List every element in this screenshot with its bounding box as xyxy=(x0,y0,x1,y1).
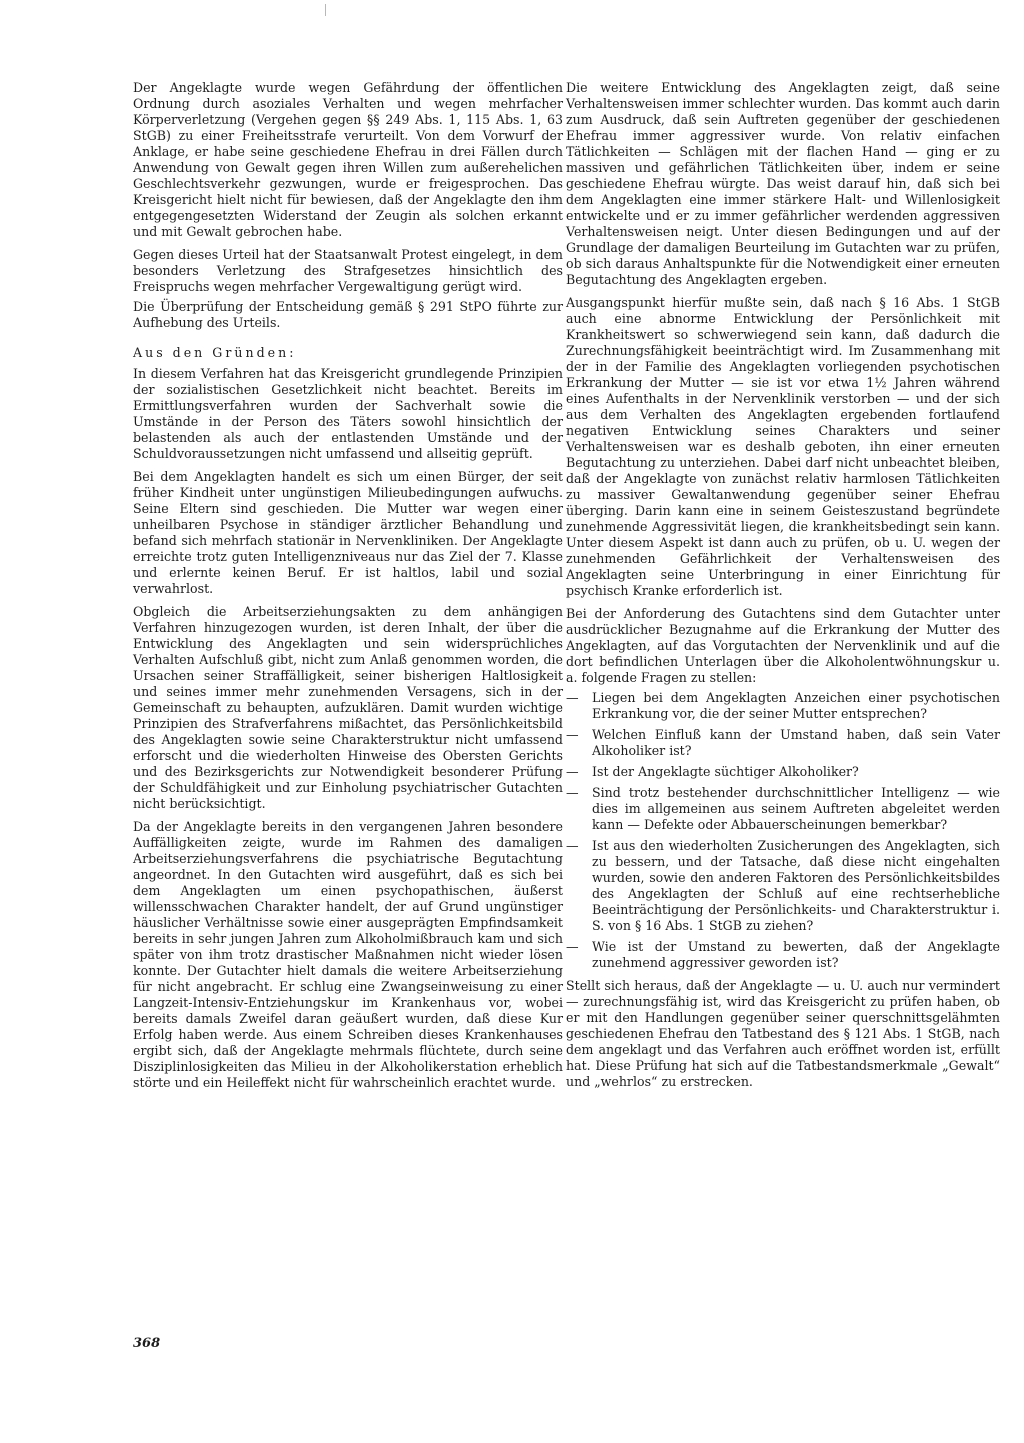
paragraph: Die weitere Entwicklung des Angeklagten zeigt, daß seine Verhaltensweisen immer schlechter wurden. Das kommt auch darin zum Ausdruck, daß sein Auftreten gegenüber der geschiedenen Ehefrau immer aggressiver wurde. Von relativ einfachen Tätlichkeiten — Schlägen mit der flachen Hand — ging er zu massiven und gefährlichen Tätlichkeiten über, indem er seine geschiedene Ehefrau würgte. Das weist darauf hin, daß sich bei dem Angeklagten eine immer stärkere Halt- und Willenlosigkeit entwickelte und er zu immer gefährlicher werdenden aggressiven Verhaltensweisen neigt. Unter diesen Bedingungen und auf der Grundlage der damaligen Beurteilung im Gutachten war zu prüfen, ob sich daraus Anhaltspunkte für die Notwendigkeit einer erneuten Begutachtung des Angeklagten ergeben. xyxy=(566,80,1000,287)
paragraph: Die Überprüfung der Entscheidung gemäß § 291 StPO führte zur Aufhebung des Urteils. xyxy=(133,299,563,330)
question-text: Ist aus den wiederholten Zusicherungen des Angeklagten, sich zu bessern, und der Tatsache, daß diese nicht eingehalten wurden, sowie den anderen Faktoren des Persönlichkeitsbildes des Angeklagten der Schluß auf eine rechtserhebliche Beeinträchtigung der Persönlichkeits- und Charakterstruktur i. S. von § 16 Abs. 1 StGB zu ziehen? xyxy=(592,838,1000,933)
paragraph: In diesem Verfahren hat das Kreisgericht grundlegende Prinzipien der sozialistischen Gesetzlichkeit nicht beachtet. Bereits im Ermittlungsverfahren wurden der Sachverhalt sowie die Umstände in der Person des Täters sowohl hinsichtlich der belastenden als auch der entlastenden Umstände und der Schuldvoraussetzungen nicht umfassend und allseitig geprüft. xyxy=(133,366,563,461)
question-text: Sind trotz bestehender durchschnittlicher Intelligenz — wie dies im allgemeinen aus seinem Auftreten abgeleitet werden kann — Defekte oder Abbauerscheinungen bemerkbar? xyxy=(592,785,1000,832)
dash-marker: — xyxy=(566,939,579,954)
list-item xyxy=(566,690,1000,722)
page-number: 368 xyxy=(133,1336,161,1351)
paragraph: Obgleich die Arbeitserziehungsakten zu dem anhängigen Verfahren hinzugezogen wurden, ist deren Inhalt, der über die Entwicklung des Angeklagten und sein widersprüchliches Verhalten Aufschluß gibt, nicht zum Anlaß genommen worden, die Ursachen seiner Straffälligkeit, seiner bisherigen Haltlosigkeit und seines immer mehr zunehmenden Versagens, sich in der Gemeinschaft zu behaupten, aufzuklären. Damit wurden wichtige Prinzipien des Strafverfahrens mißachtet, das Persönlichkeitsbild des Angeklagten sowie seine Charakterstruktur nicht umfassend erforscht und die wiederholten Hinweise des Obersten Gerichts und des Bezirksgerichts zur Notwendigkeit besonderer Prüfung der Schuldfähigkeit und zur Einholung psychiatrischer Gutachten nicht berücksichtigt. xyxy=(133,604,563,811)
paragraph: Stellt sich heraus, daß der Angeklagte — u. U. auch nur vermindert — zurechnungsfähig ist, wird das Kreisgericht zu prüfen haben, ob er mit den Handlungen gegenüber seiner querschnittsgelähmten geschiedenen Ehefrau den Tatbestand des § 121 Abs. 1 StGB, nach dem angeklagt und das Verfahren auch eröffnet worden ist, erfüllt hat. Diese Prüfung hat sich auf die Tatbestandsmerkmale „Gewalt“ und „wehrlos“ zu erstrecken. xyxy=(566,978,1000,1089)
left-column xyxy=(133,80,563,1098)
paragraph: Der Angeklagte wurde wegen Gefährdung der öffentlichen Ordnung durch asoziales Verhalten und wegen mehrfacher Körperverletzung (Vergehen gegen §§ 249 Abs. 1, 115 Abs. 1, 63 StGB) zu einer Freiheitsstrafe verurteilt. Von dem Vorwurf der Anklage, er habe seine geschiedene Ehefrau in drei Fällen durch Anwendung von Gewalt gegen ihren Willen zum außerehelichen Geschlechtsverkehr gezwungen, wurde er freigesprochen. Das Kreisgericht hielt nicht für bewiesen, daß der Angeklagte den ihm entgegengesetzten Widerstand der Zeugin als solchen erkannt und mit Gewalt gebrochen habe. xyxy=(133,80,563,239)
list-item xyxy=(566,764,1000,780)
dash-marker: — xyxy=(566,764,579,779)
paragraph: Bei dem Angeklagten handelt es sich um einen Bürger, der seit früher Kindheit unter ungünstigen Milieubedingungen aufwuchs. Seine Eltern sind geschieden. Die Mutter war wegen einer unheilbaren Psychose in ständiger ärztlicher Behandlung und befand sich mehrfach stationär in Nervenkliniken. Der Angeklagte erreichte trotz guten Intelligenzniveaus nur das Ziel der 7. Klasse und erlernte keinen Beruf. Er ist haltlos, labil und sozial verwahrlost. xyxy=(133,469,563,596)
dash-marker: — xyxy=(566,785,579,800)
list-item xyxy=(566,939,1000,971)
question-text: Ist der Angeklagte süchtiger Alkoholiker? xyxy=(592,764,859,779)
question-text: Wie ist der Umstand zu bewerten, daß der Angeklagte zunehmend aggressiver geworden ist? xyxy=(592,939,1000,970)
dash-marker: — xyxy=(566,727,579,742)
dash-marker: — xyxy=(566,838,579,853)
scan-mark xyxy=(325,4,326,16)
section-heading: Aus den Gründen: xyxy=(133,345,297,360)
paragraph: Da der Angeklagte bereits in den vergangenen Jahren besondere Auffälligkeiten zeigte, wurde im Rahmen des damaligen Arbeitserziehungsverfahrens die psychiatrische Begutachtung angeordnet. In den Gutachten wird ausgeführt, daß es sich bei dem Angeklagten um einen psychopathischen, äußerst willensschwachen Charakter handelt, der auf Grund ungünstiger häuslicher Verhältnisse sowie einer ausgeprägten Empfindsamkeit bereits in sehr jungen Jahren zum Alkoholmißbrauch kam und sich später von ihm trotz drastischer Maßnahmen nicht wieder lösen konnte. Der Gutachter hielt damals die weitere Arbeitserziehung für nicht angebracht. Er schlug eine Zwangseinweisung zu einer Langzeit-Intensiv-Entziehungskur im Krankenhaus vor, wobei bereits damals Zweifel daran geäußert wurden, daß diese Kur Erfolg haben werde. Aus einem Schreiben dieses Krankenhauses ergibt sich, daß der Angeklagte mehrmals flüchtete, durch seine Disziplinlosigkeiten das Milieu in der Alkoholikerstation erheblich störte und ein Heileffekt nicht für wahrscheinlich erachtet wurde. xyxy=(133,819,563,1090)
list-item xyxy=(566,785,1000,833)
question-text: Welchen Einfluß kann der Umstand haben, daß sein Vater Alkoholiker ist? xyxy=(592,727,1000,758)
paragraph: Bei der Anforderung des Gutachtens sind dem Gutachter unter ausdrücklicher Bezugnahme auf die Erkrankung der Mutter des Angeklagten, auf das Vorgutachten der Nervenklinik und auf die dort befindlichen Unterlagen über die Alkoholentwöhnungskur u. a. folgende Fragen zu stellen: xyxy=(566,606,1000,685)
question-list xyxy=(566,690,1000,971)
question-text: Liegen bei dem Angeklagten Anzeichen einer psychotischen Erkrankung vor, die der seiner Mutter entsprechen? xyxy=(592,690,1000,721)
list-item xyxy=(566,727,1000,759)
paragraph: Gegen dieses Urteil hat der Staatsanwalt Protest eingelegt, in dem besonders Verletzung des Strafgesetzes hinsichtlich des Freispruchs wegen mehrfacher Vergewaltigung gerügt wird. xyxy=(133,247,563,294)
list-item xyxy=(566,838,1000,934)
right-column xyxy=(566,80,1000,1097)
paragraph: Ausgangspunkt hierfür mußte sein, daß nach § 16 Abs. 1 StGB auch eine abnorme Entwicklung der Persönlichkeit mit Krankheitswert so schwerwiegend sein kann, daß dadurch die Zurechnungsfähigkeit beeinträchtigt wird. Im Zusammenhang mit der in der Familie des Angeklagten vorliegenden psychotischen Erkrankung der Mutter — sie ist vor etwa 1½ Jahren während eines Aufenthalts in der Nervenklinik verstorben — und der sich aus dem Verhalten des Angeklagten ergebenden fortlaufend negativen Entwicklung seines Charakters und seiner Verhaltensweisen war es deshalb geboten, ihn einer erneuten Begutachtung zu unterziehen. Dabei darf nicht unbeachtet bleiben, daß der Angeklagte von zunächst relativ harmlosen Tätlichkeiten zu massiver Gewaltanwendung gegenüber seiner Ehefrau überging. Darin kann eine in seinem Geisteszustand begründete zunehmende Aggressivität liegen, die krankheitsbedingt sein kann. Unter diesem Aspekt ist dann auch zu prüfen, ob u. U. wegen der zunehmenden Gefährlichkeit der Verhaltensweisen des Angeklagten seine Unterbringung in einer Einrichtung für psychisch Kranke erforderlich ist. xyxy=(566,295,1000,598)
dash-marker: — xyxy=(566,690,579,705)
